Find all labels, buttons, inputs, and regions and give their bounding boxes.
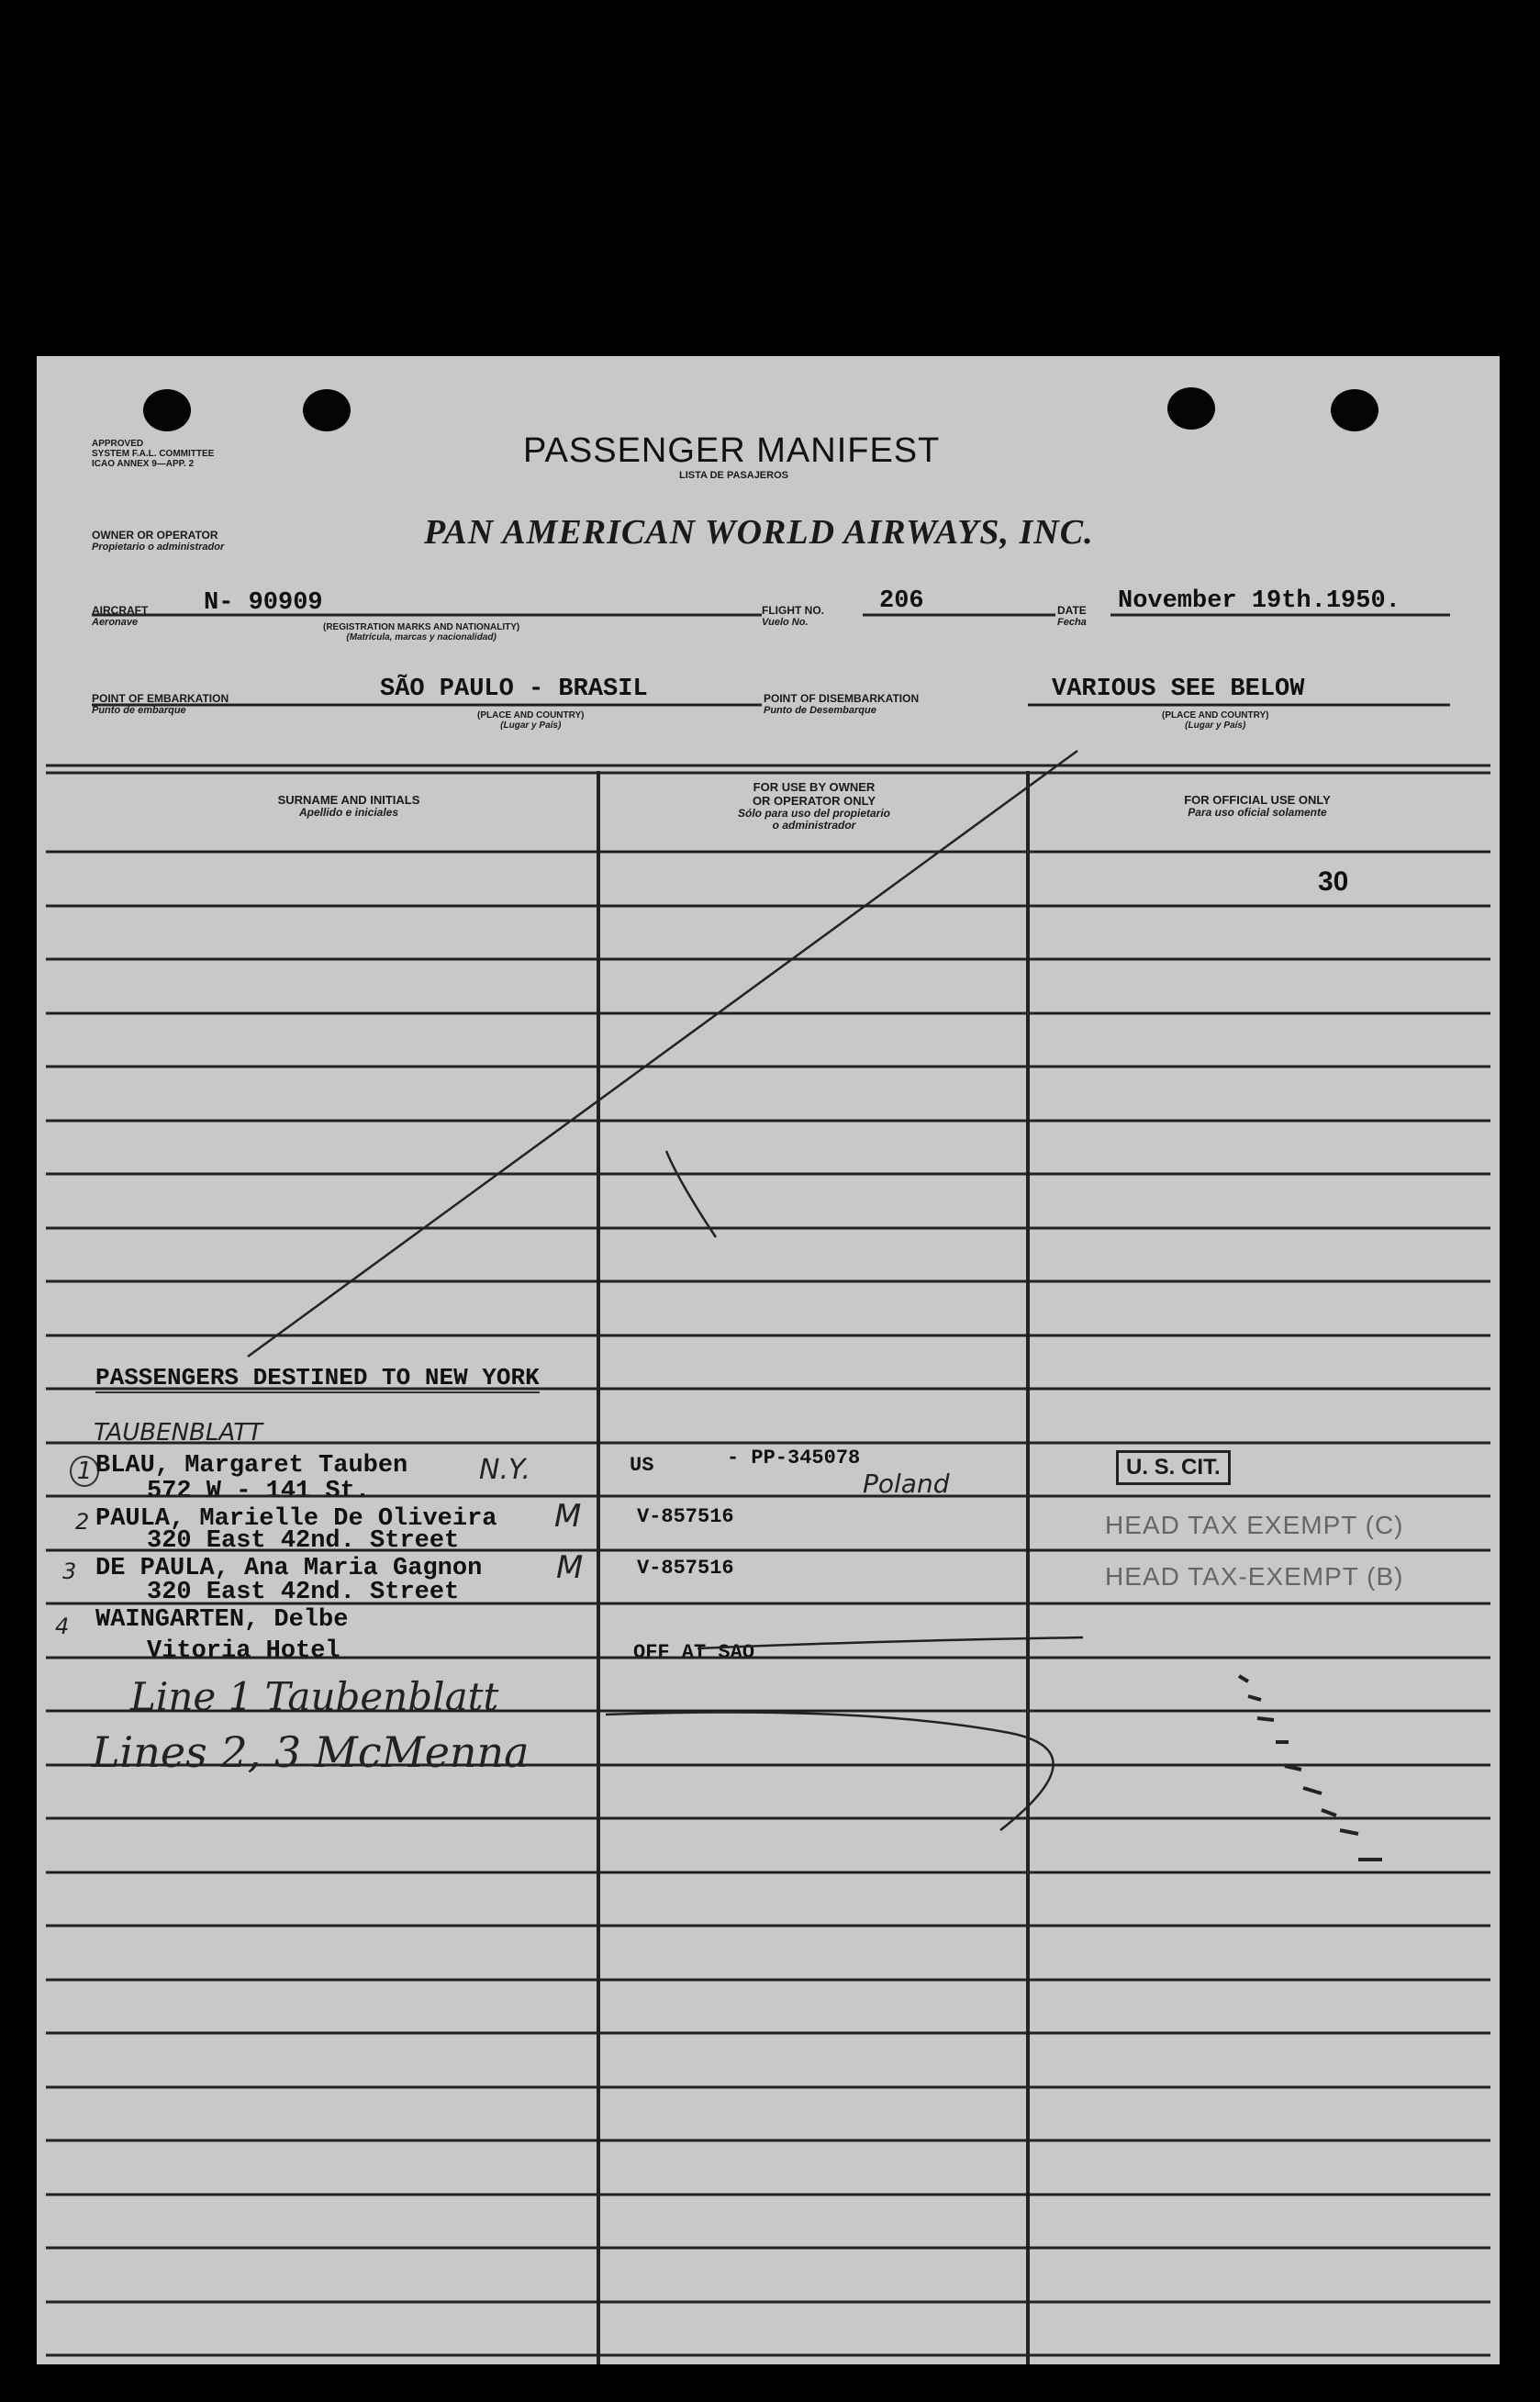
passenger-note: M <box>554 1498 582 1535</box>
embark-value: SÃO PAULO - BRASIL <box>380 676 648 703</box>
column-header-owner-line: FOR USE BY OWNER <box>753 780 876 794</box>
disembark-label-es: Punto de Desembarque <box>764 705 876 716</box>
passenger-document: V-857516 <box>637 1505 734 1528</box>
column-header-owner-es: o administrador <box>772 819 856 832</box>
document-note: Poland <box>863 1469 950 1499</box>
form-lines <box>37 356 1500 2364</box>
column-header-official-es: Para uso oficial solamente <box>1188 806 1327 819</box>
passenger-document: OFF AT SAO <box>633 1641 755 1664</box>
flight-label: FLIGHT NO. <box>762 604 824 617</box>
passenger-address: 320 East 42nd. Street <box>147 1579 460 1606</box>
column-header-surname-label: SURNAME AND INITIALS <box>277 793 420 807</box>
flight-value: 206 <box>879 587 924 615</box>
passenger-name: DE PAULA, Ana Maria Gagnon <box>95 1555 483 1582</box>
passenger-address: 572 W - 141 St. <box>147 1478 371 1505</box>
owner-label: OWNER OR OPERATOR <box>92 529 218 542</box>
passenger-name: WAINGARTEN, Delbe <box>95 1606 349 1634</box>
embark-caption-es: (Lugar y País) <box>500 721 562 731</box>
passenger-name: PAULA, Marielle De Oliveira <box>95 1505 497 1533</box>
signature: Line 1 Taubenblatt <box>130 1674 499 1719</box>
passenger-address: Vitoria Hotel <box>147 1637 340 1665</box>
date-label: DATE <box>1057 604 1087 617</box>
passenger-document: V-857516 <box>637 1557 734 1580</box>
approval-line: ICAO ANNEX 9—APP. 2 <box>92 459 195 469</box>
row-number: 2 <box>75 1509 90 1535</box>
embark-caption: (PLACE AND COUNTRY) <box>477 710 585 721</box>
section-heading: PASSENGERS DESTINED TO NEW YORK <box>95 1364 540 1391</box>
disembark-caption: (PLACE AND COUNTRY) <box>1162 710 1269 721</box>
disembark-value: VARIOUS SEE BELOW <box>1052 676 1305 703</box>
date-label-es: Fecha <box>1057 617 1087 628</box>
signature: Lines 2, 3 McMenna <box>92 1727 530 1777</box>
owner-value: PAN AMERICAN WORLD AIRWAYS, INC. <box>424 513 1094 552</box>
row-number: 3 <box>62 1559 77 1584</box>
aircraft-label-es: Aeronave <box>92 617 139 628</box>
date-value: November 19th.1950. <box>1118 587 1401 615</box>
page-subtitle: LISTA DE PASAJEROS <box>679 470 788 481</box>
passenger-nationality: US <box>630 1454 654 1477</box>
passenger-document: - PP-345078 <box>727 1447 861 1469</box>
page-title: PASSENGER MANIFEST <box>523 431 941 470</box>
embark-label: POINT OF EMBARKATION <box>92 692 229 705</box>
us-citizen-stamp: U. S. CIT. <box>1116 1450 1231 1485</box>
approval-line: APPROVED <box>92 439 144 449</box>
column-header-owner-es: Sólo para uso del propietario <box>737 807 891 820</box>
passenger-note: N.Y. <box>479 1454 530 1486</box>
aircraft-caption: (REGISTRATION MARKS AND NATIONALITY) <box>323 622 520 632</box>
column-header-surname-es: Apellido e iniciales <box>298 806 399 819</box>
aircraft-caption-es: (Matrícula, marcas y nacionalidad) <box>346 632 497 642</box>
column-header-official-label: FOR OFFICIAL USE ONLY <box>1184 793 1331 807</box>
disembark-label: POINT OF DISEMBARKATION <box>764 692 920 705</box>
row-number: 4 <box>55 1614 70 1639</box>
owner-label-es: Propietario o administrador <box>92 542 225 553</box>
aircraft-label: AIRCRAFT <box>92 604 149 617</box>
embark-label-es: Punto de embarque <box>92 705 186 716</box>
passenger-address: 320 East 42nd. Street <box>147 1527 460 1555</box>
approval-line: SYSTEM F.A.L. COMMITTEE <box>92 449 215 459</box>
passenger-name: BLAU, Margaret Tauben <box>95 1452 408 1480</box>
official-number: 30 <box>1318 866 1349 897</box>
aircraft-value: N- 90909 <box>204 589 323 617</box>
head-tax-stamp: HEAD TAX EXEMPT (C) <box>1105 1511 1404 1539</box>
manifest-sheet <box>37 356 1500 2364</box>
row-number: 1 <box>70 1456 99 1487</box>
flight-label-es: Vuelo No. <box>762 617 809 628</box>
passenger-note: M <box>556 1549 584 1586</box>
column-header-owner-line: OR OPERATOR ONLY <box>752 794 876 808</box>
handwritten-name: TAUBENBLATT <box>94 1419 263 1447</box>
disembark-caption-es: (Lugar y País) <box>1185 721 1246 731</box>
head-tax-stamp: HEAD TAX-EXEMPT (B) <box>1105 1562 1404 1591</box>
